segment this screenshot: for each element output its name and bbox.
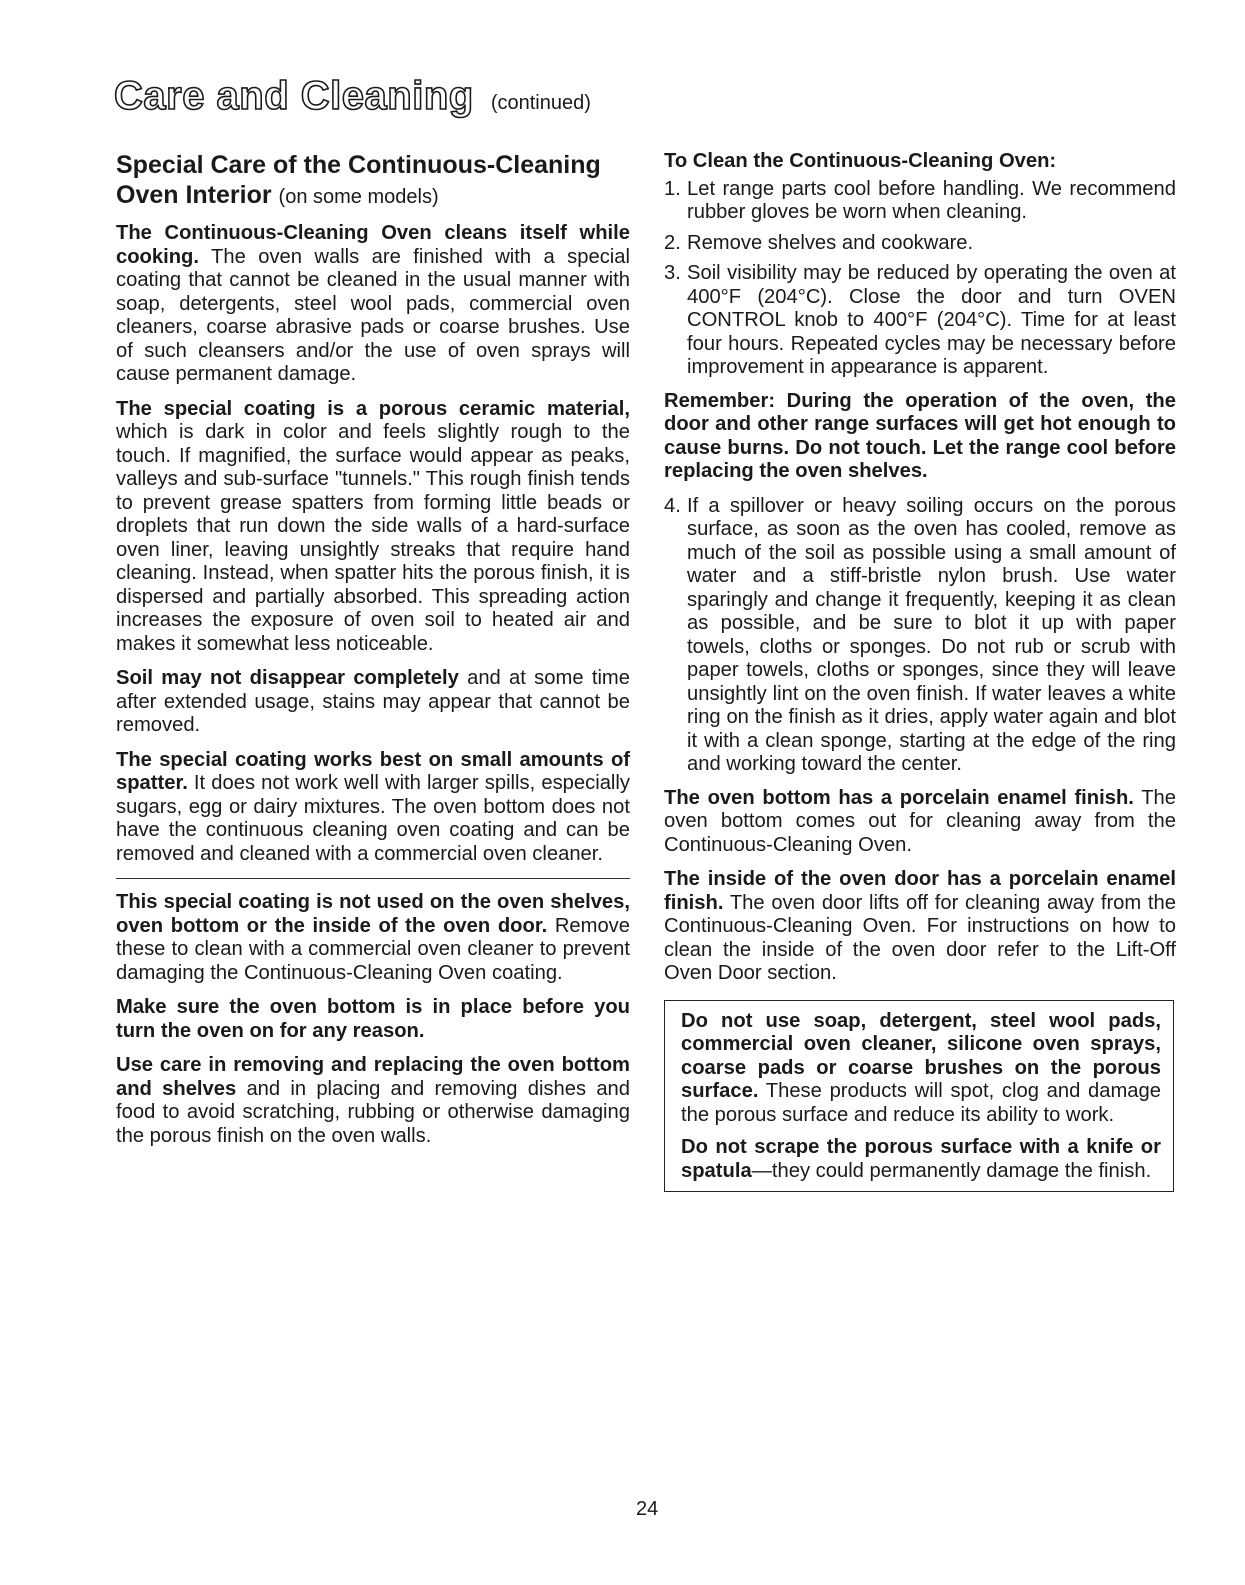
- step-item: [664, 495, 1176, 777]
- steps-list-continued: [664, 495, 1176, 777]
- paragraph-lead: Soil may not disappear completely: [116, 667, 459, 689]
- caution-paragraph: [681, 1136, 1161, 1183]
- caution-body: These products will spot, clog and damage the porous surface and reduce its ability to work.: [681, 1080, 1161, 1126]
- paragraph-lead: Use care in removing and replacing the oven bottom and shelves: [116, 1054, 630, 1100]
- paragraph-lead: The special coating is a porous ceramic material,: [116, 397, 630, 420]
- paragraph: [116, 891, 630, 985]
- paragraph: [116, 749, 630, 867]
- paragraph: [116, 1054, 630, 1148]
- step-text: If a spillover or heavy soiling occurs on the porous surface, as soon as the oven has cooled, remove as much of the soil as possible using a small amount of water and a stiff-bristle nylon brush. Use water sparingly and change it frequently, keeping it as clean as possible, and be sure to blot it up with paper towels, cloths or sponges. Do not rub or scrub with paper towels, cloths or sponges, since they will leave unsightly lint on the oven finish. If water leaves a white ring on the finish as it dries, apply water again and blot it with a clean sponge, starting at the edge of the ring and working toward the center.: [687, 494, 1176, 775]
- paragraph-body: and in placing and removing dishes and food to avoid scratching, rubbing or otherwise damaging the porous finish on the oven walls.: [116, 1077, 631, 1147]
- step-text: Remove shelves and cookware.: [687, 231, 974, 254]
- caution-box: [664, 1000, 1174, 1193]
- paragraph-lead: The special coating works best on small amounts of spatter.: [116, 748, 630, 794]
- paragraph: [116, 222, 630, 387]
- paragraph-lead: This special coating is not used on the oven shelves, oven bottom or the inside of the oven door.: [116, 891, 630, 937]
- page-title: [114, 72, 591, 127]
- steps-heading: To Clean the Continuous-Cleaning Oven:: [664, 150, 1057, 172]
- paragraph-lead: The Continuous-Cleaning Oven cleans itself while cooking.: [116, 222, 630, 268]
- paragraph-lead: The oven bottom has a porcelain enamel finish.: [664, 786, 1134, 809]
- page-title-continued: (continued): [490, 92, 591, 114]
- paragraph: [664, 787, 1176, 858]
- left-column: [116, 150, 630, 1159]
- caution-body: —they could permanently damage the finish.: [751, 1159, 1152, 1182]
- caution-paragraph: [681, 1010, 1161, 1128]
- right-column: [664, 150, 1176, 1192]
- step-text: Let range parts cool before handling. We recommend rubber gloves be worn when cleaning.: [687, 177, 1176, 223]
- step-item: [664, 262, 1176, 380]
- paragraph: [116, 667, 630, 738]
- step-item: [664, 232, 1176, 256]
- paragraph-body: The oven walls are finished with a special coating that cannot be cleaned in the usual manner with soap, detergents, steel wool pads, commercial oven cleaners, coarse abrasive pads or coarse brushes. Use of such cleansers and/or the use of oven sprays will cause permanent damage.: [116, 245, 630, 385]
- page-number: 24: [636, 1498, 659, 1520]
- section-title-text: Special Care of the Continuous-Cleaning Oven Interior: [116, 151, 601, 209]
- step-number: 2.: [664, 231, 681, 254]
- paragraph-body: The oven bottom comes out for cleaning away from the Continuous-Cleaning Oven.: [664, 786, 1177, 856]
- step-number: 3.: [664, 262, 681, 284]
- remember-text: Remember: During the operation of the oven, the door and other range surfaces will get hot enough to cause burns. Do not touch. Let the range cool before replacing the oven shelves.: [664, 389, 1176, 482]
- page-title-main: Care and Cleaning: [114, 74, 474, 118]
- paragraph: [116, 996, 630, 1043]
- paragraph-body: and at some time after extended usage, stains may appear that cannot be removed.: [116, 667, 630, 736]
- paragraph-body: Remove these to clean with a commercial oven cleaner to prevent damaging the Continuous-Cleaning Oven coating.: [116, 914, 630, 984]
- section-title: [116, 150, 630, 212]
- section-title-sub: (on some models): [278, 186, 439, 208]
- steps-list: [664, 178, 1176, 380]
- paragraph-body: which is dark in color and feels slightly rough to the touch. If magnified, the surface would appear as peaks, valleys and sub-surface "tunnels." This rough finish tends to prevent grease spatters from forming little beads or droplets that run down the side walls of a hard-surface oven liner, leaving unsightly streaks that require hand cleaning. Instead, when spatter hits the porous finish, it is dispersed and partially absorbed. This spreading action increases the exposure of oven soil to heated air and makes it somewhat less noticeable.: [116, 421, 630, 655]
- paragraph-body: The oven door lifts off for cleaning away from the Continuous-Cleaning Oven. For instructions on how to clean the inside of the oven door refer to the Lift-Off Oven Door section.: [664, 891, 1176, 984]
- divider: [116, 878, 630, 879]
- paragraph-body: It does not work well with larger spills, especially sugars, egg or dairy mixtures. The oven bottom does not have the continuous cleaning oven coating and can be removed and cleaned with a commercial oven cleaner.: [116, 772, 630, 865]
- paragraph-lead: Make sure the oven bottom is in place before you turn the oven on for any reason.: [116, 996, 630, 1042]
- paragraph: [116, 398, 630, 657]
- paragraph-lead: The inside of the oven door has a porcelain enamel finish.: [664, 868, 1176, 914]
- caution-lead: Do not scrape the porous surface with a knife or spatula: [681, 1136, 1161, 1182]
- step-text: Soil visibility may be reduced by operating the oven at 400°F (204°C). Close the door and turn OVEN CONTROL knob to 400°F (204°C). Time for at least four hours. Repeated cycles may be necessary before improvement in appearance is apparent.: [687, 262, 1176, 378]
- step-number: 4.: [664, 494, 681, 517]
- caution-lead: Do not use soap, detergent, steel wool pads, commercial oven cleaner, silicone oven sprays, coarse pads or coarse brushes on the porous surface.: [681, 1009, 1161, 1102]
- step-number: 1.: [664, 177, 681, 200]
- paragraph: [664, 868, 1176, 986]
- step-item: [664, 178, 1176, 225]
- remember-warning: [664, 390, 1176, 484]
